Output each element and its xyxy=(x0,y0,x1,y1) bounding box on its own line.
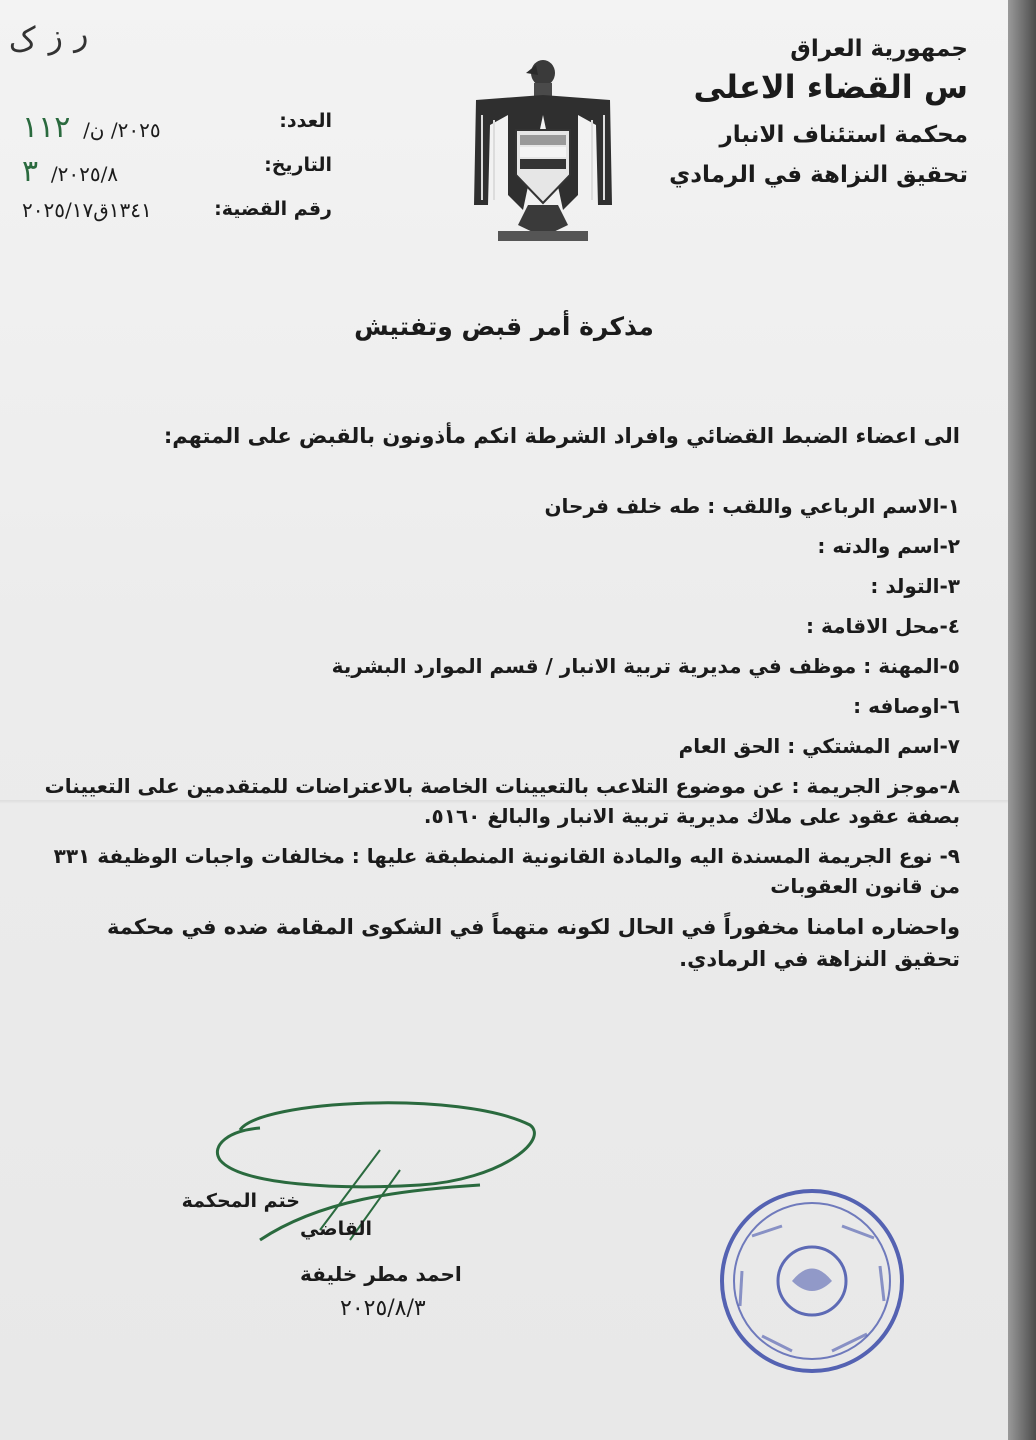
eagle-emblem-icon xyxy=(468,55,618,245)
meta-date-row xyxy=(22,154,332,198)
list-item: ٩- نوع الجريمة المسندة اليه والمادة القانونية المنطبقة عليها : مخالفات واجبات الوظيفة ٣٣١ من قانون العقوبات xyxy=(53,843,960,898)
closing-paragraph: واحضاره امامنا مخفوراً في الحال لكونه متهماً في الشكوى المقامة ضده في محكمة تحقيق النزاهة في الرمادي. xyxy=(107,914,960,972)
investigation-court-name: تحقيق النزاهة في الرمادي xyxy=(669,162,968,188)
document-meta xyxy=(22,110,332,242)
list-item: ٨-موجز الجريمة : عن موضوع التلاعب بالتعيينات الخاصة بالاعتراضات للمتقدمين على التعيينات بصفة عقود على ملاك مديرية تربية الانبار والبالغ ٥١٦٠. xyxy=(44,773,960,828)
date-label: التاريخ: xyxy=(264,154,332,176)
address-line: الى اعضاء الضبط القضائي وافراد الشرطة انكم مأذونون بالقبض على المتهم: xyxy=(163,424,960,448)
paper-fold-line xyxy=(0,800,1008,804)
list-item: ٧-اسم المشتكي : الحق العام xyxy=(678,733,960,758)
number-value: ٢٠٢٥/ ن/ ١١٢ xyxy=(22,110,161,145)
republic-name: جمهورية العراق xyxy=(790,36,968,62)
list-item: ٣-التولد : xyxy=(870,573,960,598)
case-value: ١٣٤١ق٢٠٢٥/١٧ xyxy=(22,198,152,222)
stamp-label: ختم المحكمة xyxy=(181,1190,300,1212)
council-name: س القضاء الاعلى xyxy=(693,68,968,106)
number-label: العدد: xyxy=(279,110,332,132)
list-item: ٢-اسم والدته : xyxy=(817,533,960,558)
document-title: مذكرة أمر قبض وتفتيش xyxy=(354,312,654,341)
background-edge xyxy=(1008,0,1036,1440)
signature-date: ٢٠٢٥/٨/٣ xyxy=(340,1296,426,1321)
accused-details-list xyxy=(40,491,960,901)
list-item: ٤-محل الاقامة : xyxy=(806,613,960,638)
header-institution xyxy=(669,28,968,188)
document-body xyxy=(40,420,960,976)
judge-title: القاضي xyxy=(300,1218,373,1240)
judge-name: احمد مطر خليفة xyxy=(300,1262,462,1286)
list-item: ٦-اوصافه : xyxy=(853,693,960,718)
judge-signature xyxy=(200,1090,560,1250)
case-label: رقم القضية: xyxy=(214,198,332,220)
date-value: ٢٠٢٥/٨/ ٣ xyxy=(22,154,119,189)
list-item: ٥-المهنة : موظف في مديرية تربية الانبار / قسم الموارد البشرية xyxy=(331,653,960,678)
court-seal-stamp xyxy=(712,1186,912,1376)
meta-case-row xyxy=(22,198,332,242)
meta-number-row xyxy=(22,110,332,154)
list-item: ١-الاسم الرباعي واللقب : طه خلف فرحان xyxy=(544,493,960,518)
date-handwritten: ٣ xyxy=(22,154,39,189)
handwritten-corner-mark: ر ز ک xyxy=(6,13,90,61)
number-handwritten: ١١٢ xyxy=(22,110,71,145)
court-name: محكمة استئناف الانبار xyxy=(719,122,968,148)
